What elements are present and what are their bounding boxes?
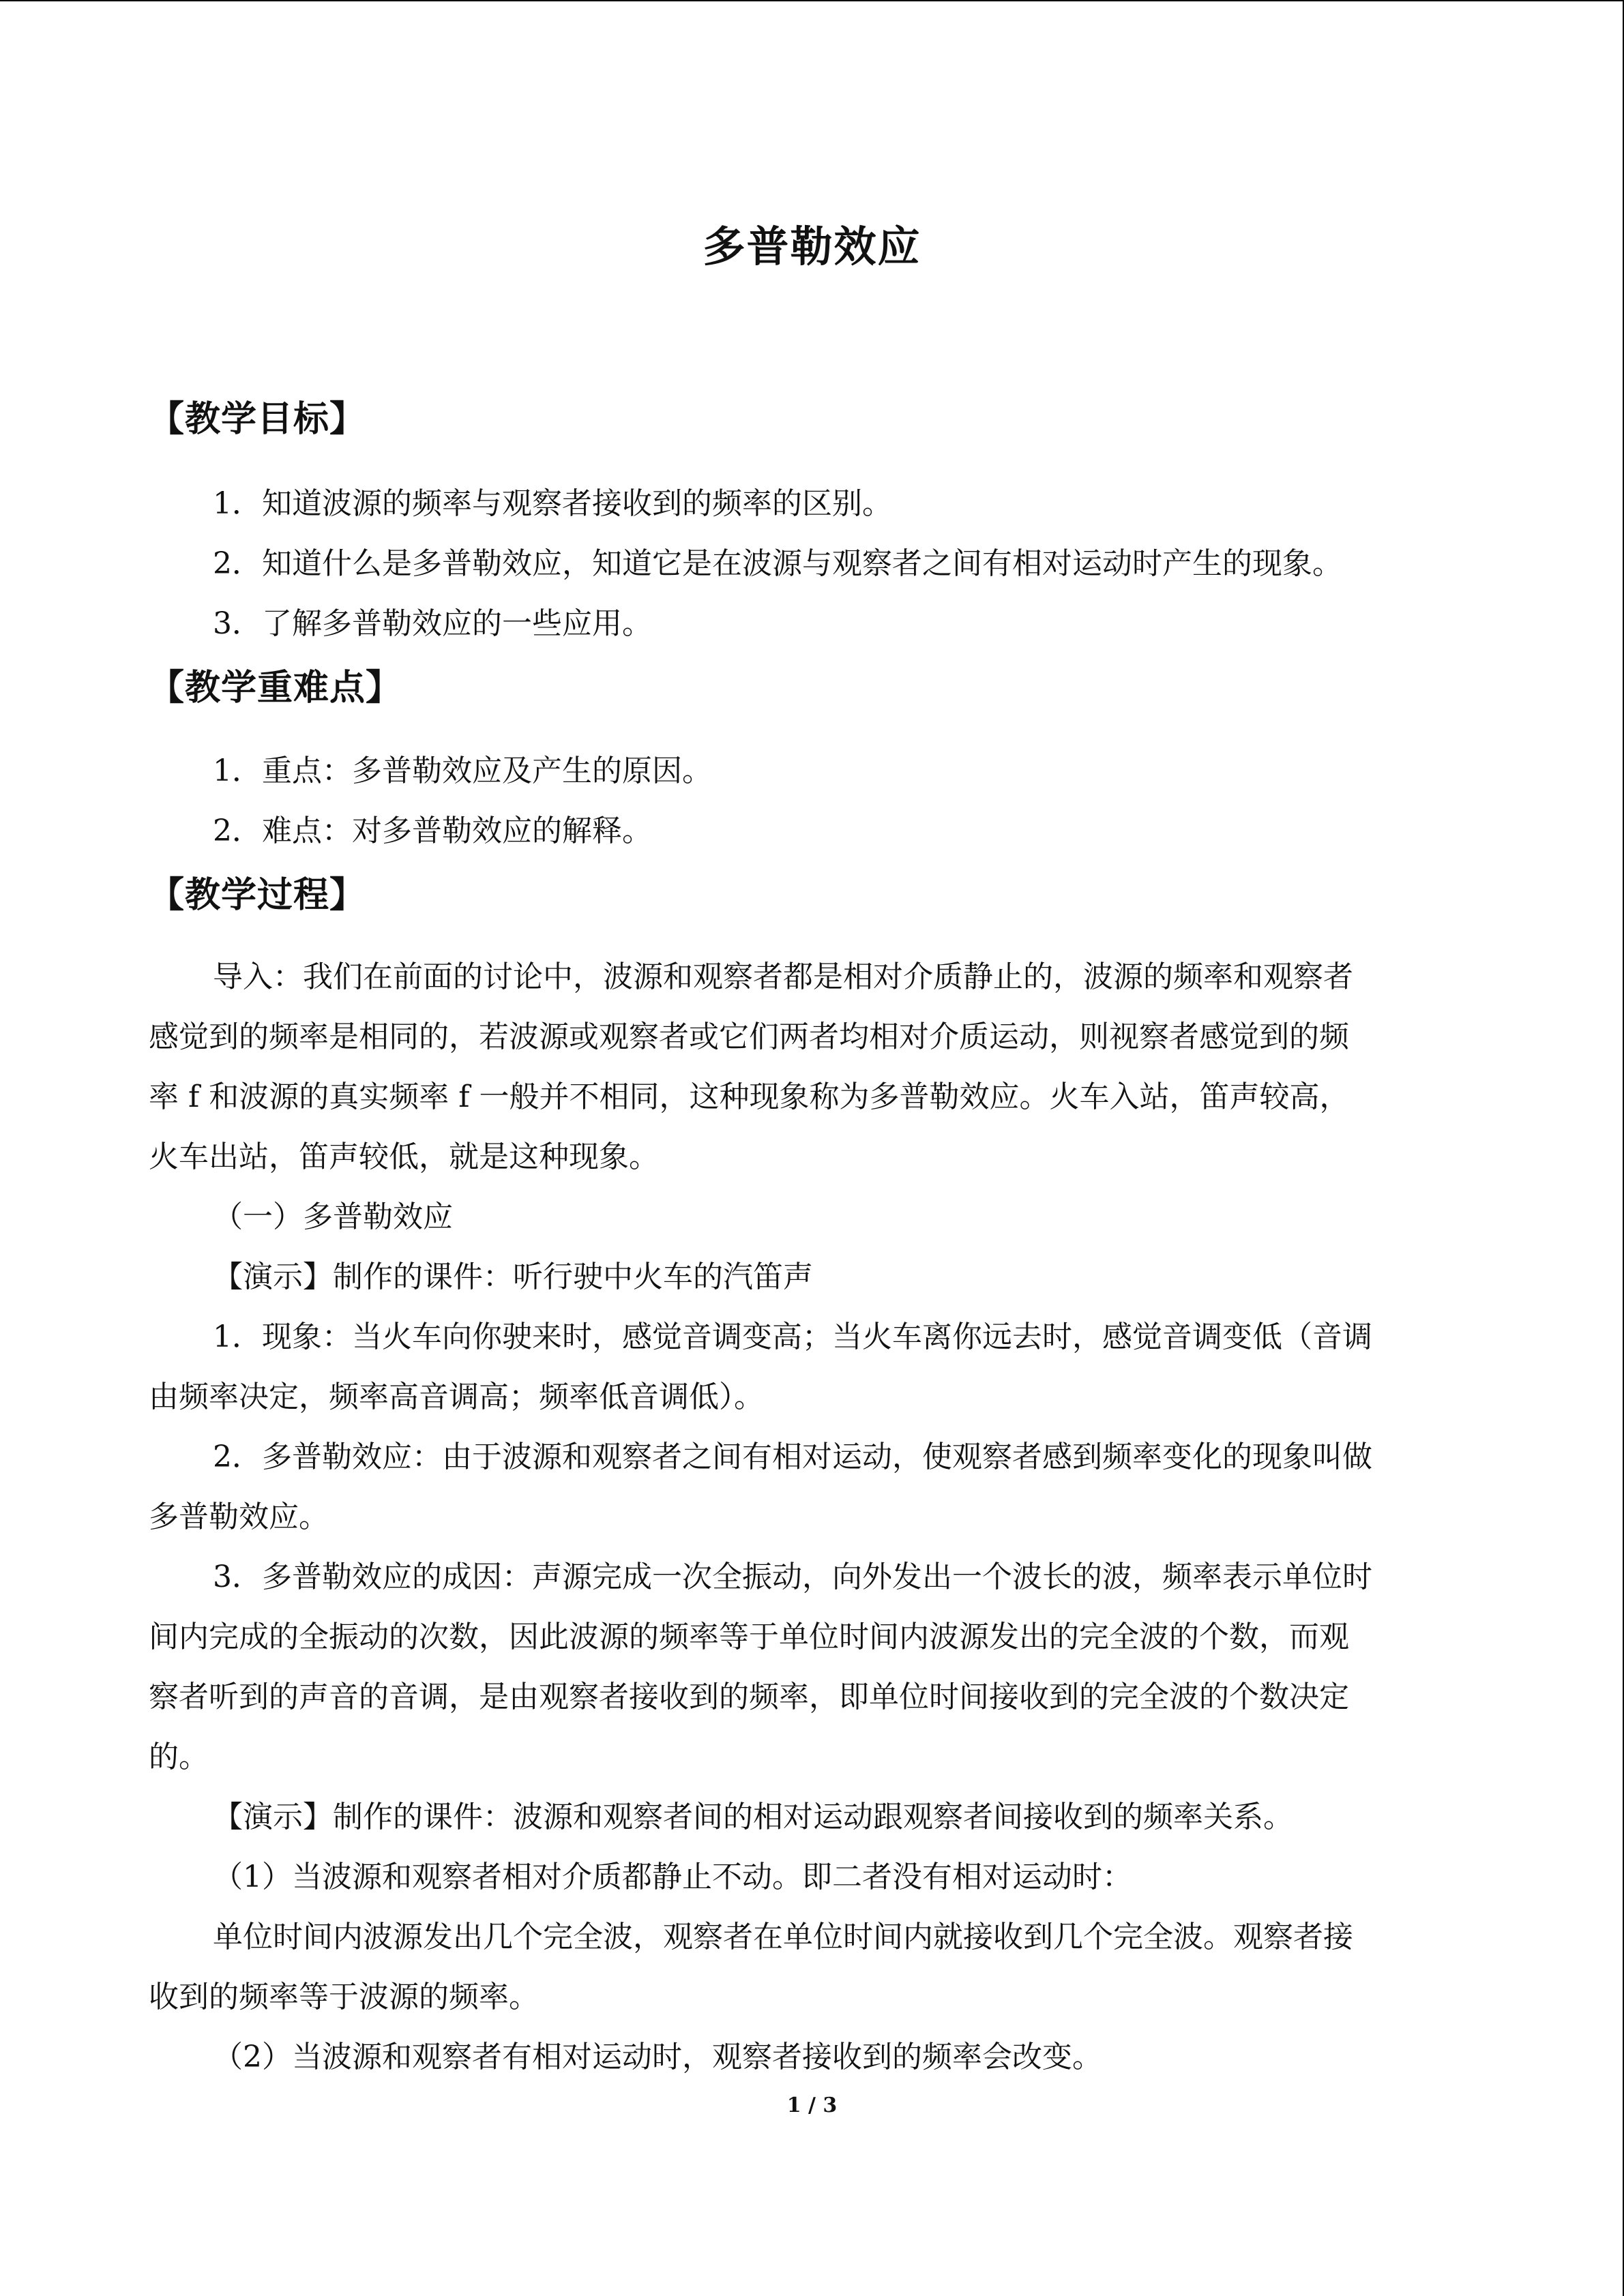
paragraph-line: 的。 bbox=[149, 1740, 209, 1774]
paragraph-line: 单位时间内波源发出几个完全波，观察者在单位时间内就接收到几个完全波。观察者接 bbox=[213, 1920, 1353, 1954]
goal-item: 2．知道什么是多普勒效应，知道它是在波源与观察者之间有相对运动时产生的现象。 bbox=[213, 546, 1342, 581]
section-heading-process: 【教学过程】 bbox=[149, 874, 366, 916]
section-heading-keypoints: 【教学重难点】 bbox=[149, 667, 402, 709]
goal-item: 3．了解多普勒效应的一些应用。 bbox=[213, 606, 652, 641]
subsection-title: （一）多普勒效应 bbox=[213, 1199, 453, 1234]
paragraph-line: 收到的频率等于波源的频率。 bbox=[149, 1980, 539, 2014]
paragraph-line: 导入：我们在前面的讨论中，波源和观察者都是相对介质静止的，波源的频率和观察者 bbox=[213, 959, 1353, 994]
page-number: 1 / 3 bbox=[786, 2093, 838, 2117]
keypoint-item: 2．难点：对多普勒效应的解释。 bbox=[213, 814, 652, 848]
section-heading-goals: 【教学目标】 bbox=[149, 398, 366, 440]
paragraph-line: 率 f 和波源的真实频率 f 一般并不相同，这种现象称为多普勒效应。火车入站，笛声较高， bbox=[149, 1079, 1350, 1114]
page-title: 多普勒效应 bbox=[703, 222, 921, 271]
goal-item: 1．知道波源的频率与观察者接收到的频率的区别。 bbox=[213, 486, 892, 521]
paragraph-line: （2）当波源和观察者有相对运动时，观察者接收到的频率会改变。 bbox=[213, 2040, 1102, 2074]
paragraph-line: 间内完成的全振动的次数，因此波源的频率等于单位时间内波源发出的完全波的个数，而观 bbox=[149, 1620, 1349, 1654]
demo-line: 【演示】制作的课件：波源和观察者间的相对运动跟观察者间接收到的频率关系。 bbox=[213, 1800, 1293, 1834]
paragraph-line: 感觉到的频率是相同的，若波源或观察者或它们两者均相对介质运动，则视察者感觉到的频 bbox=[149, 1019, 1349, 1054]
paragraph-line: 2．多普勒效应：由于波源和观察者之间有相对运动，使观察者感到频率变化的现象叫做 bbox=[213, 1440, 1372, 1474]
paragraph-line: 察者听到的声音的音调，是由观察者接收到的频率，即单位时间接收到的完全波的个数决定 bbox=[149, 1680, 1349, 1714]
demo-line: 【演示】制作的课件：听行驶中火车的汽笛声 bbox=[213, 1259, 813, 1294]
paragraph-line: 多普勒效应。 bbox=[149, 1500, 329, 1534]
keypoint-item: 1．重点：多普勒效应及产生的原因。 bbox=[213, 754, 712, 788]
paragraph-line: 由频率决定，频率高音调高；频率低音调低）。 bbox=[149, 1380, 764, 1414]
paragraph-line: 火车出站，笛声较低，就是这种现象。 bbox=[149, 1139, 659, 1174]
paragraph-line: 3．多普勒效应的成因：声源完成一次全振动，向外发出一个波长的波，频率表示单位时 bbox=[213, 1560, 1372, 1594]
paragraph-line: （1）当波源和观察者相对介质都静止不动。即二者没有相对运动时： bbox=[213, 1860, 1132, 1894]
paragraph-line: 1．现象：当火车向你驶来时，感觉音调变高；当火车离你远去时，感觉音调变低（音调 bbox=[213, 1320, 1372, 1354]
